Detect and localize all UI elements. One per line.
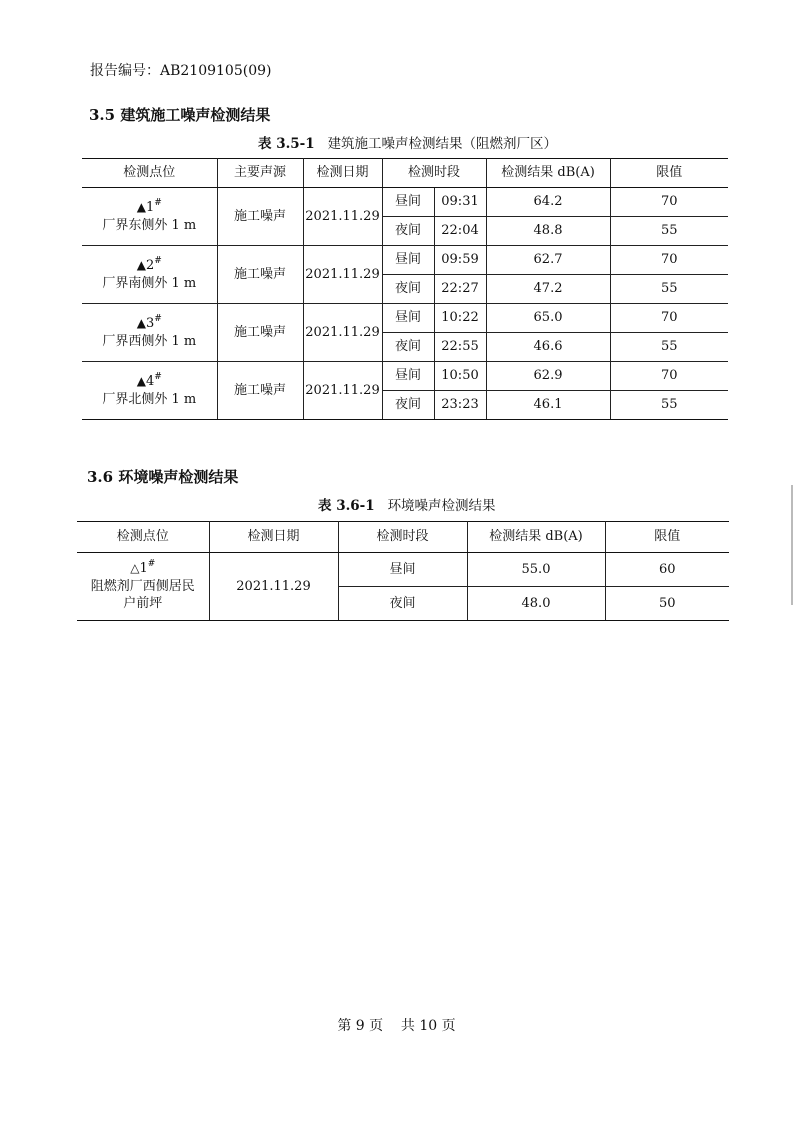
time-cell: 23:23 (434, 391, 486, 420)
filled-triangle-icon: ▲ (136, 257, 146, 272)
result-cell: 46.6 (486, 333, 610, 362)
col-header-result: 检测结果 dB(A) (467, 522, 605, 553)
time-cell: 10:22 (434, 304, 486, 333)
table-row (82, 246, 728, 275)
period-cell: 昼间 (382, 246, 434, 275)
col-header-location: 检测点位 (77, 522, 209, 553)
source-cell: 施工噪声 (217, 304, 303, 362)
result-cell: 62.7 (486, 246, 610, 275)
caption-text: 建筑施工噪声检测结果（阻燃剂厂区） (327, 136, 558, 152)
date-cell: 2021.11.29 (303, 362, 382, 420)
location-cell: ▲3# 厂界西侧外 1 m (82, 304, 217, 362)
construction-noise-table (82, 158, 728, 420)
environmental-noise-table (77, 521, 729, 621)
hollow-triangle-icon: △ (130, 561, 140, 576)
col-header-result: 检测结果 dB(A) (486, 159, 610, 188)
location-text: 厂界西侧外 1 m (102, 333, 197, 349)
period-cell: 夜间 (338, 587, 467, 621)
period-cell: 昼间 (382, 362, 434, 391)
col-header-period: 检测时段 (338, 522, 467, 553)
source-cell: 施工噪声 (217, 188, 303, 246)
location-cell: ▲4# 厂界北侧外 1 m (82, 362, 217, 420)
result-cell: 62.9 (486, 362, 610, 391)
section-title-3-6: 3.6 环境噪声检测结果 (87, 468, 239, 486)
col-header-date: 检测日期 (303, 159, 382, 188)
result-cell: 46.1 (486, 391, 610, 420)
time-cell: 09:31 (434, 188, 486, 217)
filled-triangle-icon: ▲ (136, 199, 146, 214)
location-text: 厂界北侧外 1 m (102, 391, 197, 407)
table-header-row (82, 159, 728, 188)
limit-cell: 70 (610, 304, 728, 333)
limit-cell: 60 (605, 553, 729, 587)
col-header-limit: 限值 (610, 159, 728, 188)
limit-cell: 55 (610, 391, 728, 420)
location-text: 厂界东侧外 1 m (102, 217, 197, 233)
col-header-limit: 限值 (605, 522, 729, 553)
time-cell: 10:50 (434, 362, 486, 391)
table-caption-3-5-1 (258, 132, 557, 152)
date-cell: 2021.11.29 (303, 246, 382, 304)
limit-cell: 55 (610, 333, 728, 362)
table-row (82, 188, 728, 217)
col-header-date: 检测日期 (209, 522, 338, 553)
result-cell: 55.0 (467, 553, 605, 587)
time-cell: 22:27 (434, 275, 486, 304)
date-cell: 2021.11.29 (303, 188, 382, 246)
result-cell: 47.2 (486, 275, 610, 304)
time-cell: 22:55 (434, 333, 486, 362)
result-cell: 64.2 (486, 188, 610, 217)
limit-cell: 55 (610, 217, 728, 246)
limit-cell: 50 (605, 587, 729, 621)
col-header-source: 主要声源 (217, 159, 303, 188)
location-cell: ▲1# 厂界东侧外 1 m (82, 188, 217, 246)
period-cell: 夜间 (382, 391, 434, 420)
time-cell: 22:04 (434, 217, 486, 246)
report-number: 报告编号：AB2109105(09) (90, 63, 272, 79)
date-cell: 2021.11.29 (209, 553, 338, 621)
result-cell: 65.0 (486, 304, 610, 333)
period-cell: 夜间 (382, 217, 434, 246)
result-cell: 48.8 (486, 217, 610, 246)
location-text-line2: 户前坪 (123, 596, 163, 612)
section-title-3-5: 3.5 建筑施工噪声检测结果 (89, 106, 271, 124)
col-header-location: 检测点位 (82, 159, 217, 188)
caption-text: 环境噪声检测结果 (387, 498, 496, 514)
source-cell: 施工噪声 (217, 246, 303, 304)
filled-triangle-icon: ▲ (136, 373, 146, 388)
table-row (82, 362, 728, 391)
table-caption-3-6-1 (318, 494, 496, 514)
source-cell: 施工噪声 (217, 362, 303, 420)
location-cell: ▲2# 厂界南侧外 1 m (82, 246, 217, 304)
date-cell: 2021.11.29 (303, 304, 382, 362)
table-row (77, 553, 729, 587)
col-header-period: 检测时段 (382, 159, 486, 188)
period-cell: 昼间 (338, 553, 467, 587)
period-cell: 夜间 (382, 333, 434, 362)
limit-cell: 70 (610, 188, 728, 217)
period-cell: 昼间 (382, 304, 434, 333)
table-row (82, 304, 728, 333)
result-cell: 48.0 (467, 587, 605, 621)
period-cell: 夜间 (382, 275, 434, 304)
limit-cell: 70 (610, 246, 728, 275)
limit-cell: 70 (610, 362, 728, 391)
location-cell: △1# 阻燃剂厂西侧居民 户前坪 (77, 553, 209, 621)
location-text: 厂界南侧外 1 m (102, 275, 197, 291)
filled-triangle-icon: ▲ (136, 315, 146, 330)
page-footer: 第 9 页 共 10 页 (337, 1018, 456, 1034)
period-cell: 昼间 (382, 188, 434, 217)
caption-label: 表 3.5-1 (258, 136, 315, 152)
time-cell: 09:59 (434, 246, 486, 275)
table-header-row (77, 522, 729, 553)
location-text-line1: 阻燃剂厂西侧居民 (90, 578, 195, 594)
caption-label: 表 3.6-1 (318, 498, 375, 514)
limit-cell: 55 (610, 275, 728, 304)
